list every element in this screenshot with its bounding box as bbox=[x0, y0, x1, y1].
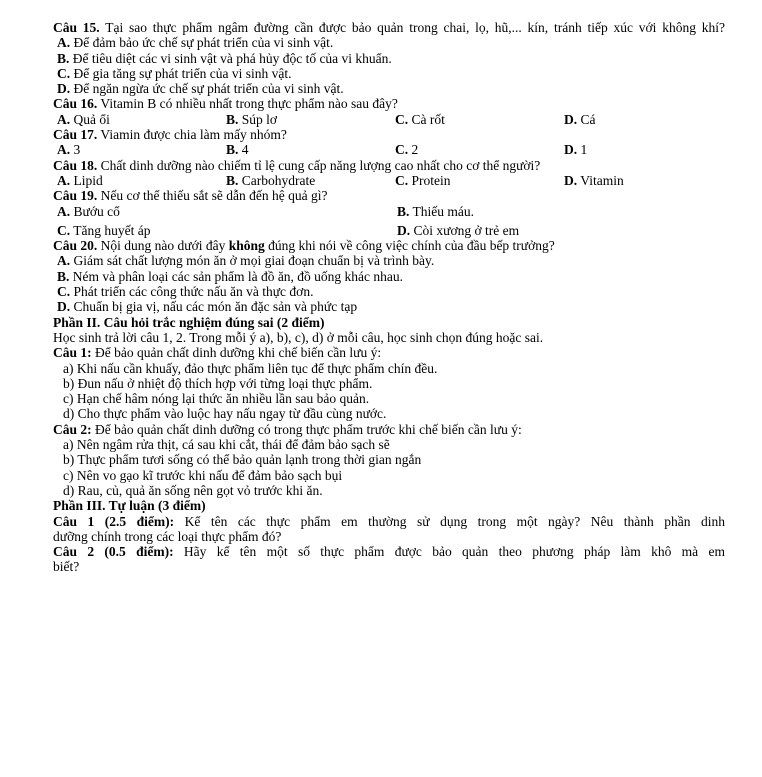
option-text: Còi xương ở trẻ em bbox=[410, 222, 520, 238]
option-text: Súp lơ bbox=[238, 111, 278, 127]
question-text: Chất dinh dưỡng nào chiếm tỉ lệ cung cấp năng lượng cao nhất cho cơ thể người? bbox=[97, 157, 541, 173]
section-heading-part3 bbox=[53, 498, 725, 513]
question-18 bbox=[53, 158, 725, 189]
option-d bbox=[564, 112, 733, 127]
option-letter: C. bbox=[395, 142, 409, 158]
question-number: Câu 18. bbox=[53, 157, 98, 173]
option-c bbox=[53, 66, 725, 81]
exam-content bbox=[53, 20, 725, 575]
option-letter: B. bbox=[226, 111, 239, 127]
option-letter: D. bbox=[564, 142, 578, 158]
tf-item-b: b) Đun nấu ở nhiệt độ thích hợp với từng loại thực phẩm. bbox=[63, 375, 373, 391]
option-letter: C. bbox=[57, 284, 71, 300]
option-text: Giám sát chất lượng món ăn ở mọi giai đoạn chuẩn bị và trình bày. bbox=[70, 253, 435, 269]
option-text: Carbohydrate bbox=[238, 172, 316, 188]
tf-question-1 bbox=[53, 345, 725, 421]
question-number: Câu 1: bbox=[53, 345, 92, 361]
option-b bbox=[226, 173, 395, 188]
option-text: Để đảm bảo ức chế sự phát triển của vi sinh vật. bbox=[70, 35, 334, 51]
option-text: 1 bbox=[577, 142, 588, 158]
option-d bbox=[53, 299, 725, 314]
tf-item-d: d) Rau, củ, quả ăn sống nên gọt vỏ trước khi ăn. bbox=[63, 482, 323, 498]
question-20 bbox=[53, 238, 725, 314]
question-text: Để bảo quản chất dinh dưỡng khi chế biến cần lưu ý: bbox=[91, 345, 382, 361]
question-17 bbox=[53, 127, 725, 158]
question-15-stem bbox=[53, 20, 725, 35]
option-letter: C. bbox=[395, 172, 409, 188]
question-number: Câu 2 (0.5 điểm): bbox=[53, 544, 174, 560]
option-a bbox=[57, 173, 226, 188]
option-text: Tăng huyết áp bbox=[70, 222, 151, 238]
tf-item-a: a) Khi nấu cần khuấy, đảo thực phẩm liên tục để thực phẩm chín đều. bbox=[63, 360, 438, 376]
option-d bbox=[53, 81, 725, 96]
options-row bbox=[53, 142, 725, 157]
option-b bbox=[397, 204, 737, 219]
options-row bbox=[53, 223, 725, 238]
tf-item-c: c) Hạn chế hâm nóng lại thức ăn nhiều lần sau bảo quản. bbox=[63, 391, 370, 407]
option-letter: D. bbox=[397, 222, 411, 238]
question-text: Để bảo quản chất dinh dưỡng có trong thực phẩm trước khi chế biến cần lưu ý: bbox=[91, 421, 522, 437]
tf-item-c: c) Nên vo gạo kĩ trước khi nấu để đảm bảo sạch bụi bbox=[63, 467, 343, 483]
option-c bbox=[395, 142, 564, 157]
section-heading-text: Phần III. Tự luận (3 điểm) bbox=[53, 498, 206, 514]
option-b bbox=[53, 51, 725, 66]
tf-question-2 bbox=[53, 422, 725, 498]
option-letter: A. bbox=[57, 253, 71, 269]
tf-question-1-stem bbox=[53, 345, 725, 360]
question-number: Câu 19. bbox=[53, 188, 98, 204]
option-letter: A. bbox=[57, 203, 71, 219]
question-number: Câu 2: bbox=[53, 421, 92, 437]
option-text: Quả ổi bbox=[70, 111, 110, 127]
question-text: Nội dung nào dưới đây bbox=[97, 238, 229, 254]
option-text: Cà rốt bbox=[408, 111, 445, 127]
option-text: Bướu cổ bbox=[70, 203, 120, 219]
option-letter: D. bbox=[57, 299, 71, 315]
option-b bbox=[226, 112, 395, 127]
option-c bbox=[395, 173, 564, 188]
option-a bbox=[57, 112, 226, 127]
option-text: Phát triển các công thức nấu ăn và thực đơn. bbox=[70, 284, 314, 300]
section-heading-part2 bbox=[53, 315, 725, 330]
question-number: Câu 17. bbox=[53, 127, 98, 143]
question-19 bbox=[53, 188, 725, 238]
option-letter: B. bbox=[397, 203, 410, 219]
essay-question-1 bbox=[53, 514, 725, 545]
question-emphasis: không bbox=[228, 238, 265, 254]
question-number: Câu 1 (2.5 điểm): bbox=[53, 513, 175, 529]
option-text: Lipid bbox=[70, 172, 103, 188]
option-letter: A. bbox=[57, 35, 71, 51]
question-17-stem bbox=[53, 127, 725, 142]
question-16 bbox=[53, 96, 725, 127]
option-letter: A. bbox=[57, 111, 71, 127]
question-15 bbox=[53, 20, 725, 96]
options-row bbox=[53, 112, 725, 127]
question-number: Câu 15. bbox=[53, 20, 100, 35]
option-text: Vitamin bbox=[577, 172, 624, 188]
essay-question-1-line2: dưỡng chính trong các loại thực phẩm đó? bbox=[53, 528, 282, 544]
option-c bbox=[53, 284, 725, 299]
essay-question-2 bbox=[53, 544, 725, 575]
option-letter: D. bbox=[57, 81, 71, 97]
option-letter: A. bbox=[57, 172, 71, 188]
option-c bbox=[57, 223, 397, 238]
question-16-stem bbox=[53, 96, 725, 111]
option-text: Ném và phân loại các sản phẩm là đồ ăn, đồ uống khác nhau. bbox=[69, 268, 404, 284]
option-text: Để gia tăng sự phát triển của vi sinh vật. bbox=[70, 65, 292, 81]
option-text: Thiếu máu. bbox=[409, 203, 475, 219]
option-letter: B. bbox=[57, 268, 70, 284]
question-text: Tại sao thực phẩm ngâm đường cần được bảo quản trong chai, lọ, hũ,... kín, tránh tiếp xúc với không khí? bbox=[99, 20, 725, 35]
option-a bbox=[53, 253, 725, 268]
question-text: đúng khi nói về công việc chính của đầu bếp trưởng? bbox=[264, 238, 555, 254]
option-letter: C. bbox=[57, 222, 71, 238]
option-c bbox=[395, 112, 564, 127]
option-d bbox=[397, 223, 737, 238]
section-heading-text: Phần II. Câu hỏi trắc nghiệm đúng sai (2 điểm) bbox=[53, 314, 325, 330]
option-text: Chuẩn bị gia vị, nấu các món ăn đặc sản và phức tạp bbox=[70, 299, 358, 315]
option-text: Protein bbox=[408, 172, 451, 188]
essay-question-2-line1 bbox=[53, 544, 725, 559]
question-text: Viamin được chia làm mấy nhóm? bbox=[97, 127, 287, 143]
option-d bbox=[564, 142, 733, 157]
option-letter: B. bbox=[226, 172, 239, 188]
option-letter: B. bbox=[57, 50, 70, 66]
option-a bbox=[57, 204, 397, 219]
question-18-stem bbox=[53, 158, 725, 173]
option-text: 3 bbox=[70, 142, 81, 158]
option-b bbox=[53, 269, 725, 284]
option-letter: B. bbox=[226, 142, 239, 158]
question-19-stem bbox=[53, 188, 725, 203]
option-letter: D. bbox=[564, 172, 578, 188]
option-text: 2 bbox=[408, 142, 419, 158]
tf-item-d: d) Cho thực phẩm vào luộc hay nấu ngay từ đầu cùng nước. bbox=[63, 406, 387, 422]
part2-instruction: Học sinh trả lời câu 1, 2. Trong mỗi ý a), b), c), d) ở mỗi câu, học sinh chọn đúng hoặc sai. bbox=[53, 329, 544, 345]
options-row bbox=[53, 204, 725, 219]
question-20-stem bbox=[53, 238, 725, 253]
option-b bbox=[226, 142, 395, 157]
question-text: Vitamin B có nhiều nhất trong thực phẩm nào sau đây? bbox=[97, 96, 398, 112]
option-text: Để ngăn ngừa ức chế sự phát triển của vi sinh vật. bbox=[70, 81, 344, 97]
tf-question-2-stem bbox=[53, 422, 725, 437]
question-text: Hãy kể tên một số thực phẩm được bảo quản theo phương pháp làm khô mà em bbox=[173, 544, 725, 560]
option-text: Để tiêu diệt các vi sinh vật và phá hủy độc tố của vi khuẩn. bbox=[69, 50, 392, 66]
tf-item-a: a) Nên ngâm rửa thịt, cá sau khi cắt, thái để đảm bảo sạch sẽ bbox=[63, 437, 390, 453]
tf-item-b: b) Thực phẩm tươi sống có thể bảo quản lạnh trong thời gian ngắn bbox=[63, 452, 422, 468]
option-letter: C. bbox=[395, 111, 409, 127]
question-number: Câu 20. bbox=[53, 238, 98, 254]
question-text: Kể tên các thực phẩm em thường sử dụng trong một ngày? Nêu thành phần dinh bbox=[174, 513, 725, 529]
essay-question-1-line1 bbox=[53, 514, 725, 529]
options-row bbox=[53, 173, 725, 188]
option-a bbox=[53, 35, 725, 50]
option-d bbox=[564, 173, 733, 188]
essay-question-2-line2: biết? bbox=[53, 559, 80, 575]
option-letter: C. bbox=[57, 65, 71, 81]
question-number: Câu 16. bbox=[53, 96, 98, 112]
option-letter: D. bbox=[564, 111, 578, 127]
question-text: Nếu cơ thể thiếu sắt sẽ dẫn đến hệ quả gì? bbox=[97, 188, 328, 204]
option-text: Cá bbox=[577, 111, 596, 127]
option-a bbox=[57, 142, 226, 157]
option-letter: A. bbox=[57, 142, 71, 158]
option-text: 4 bbox=[238, 142, 249, 158]
